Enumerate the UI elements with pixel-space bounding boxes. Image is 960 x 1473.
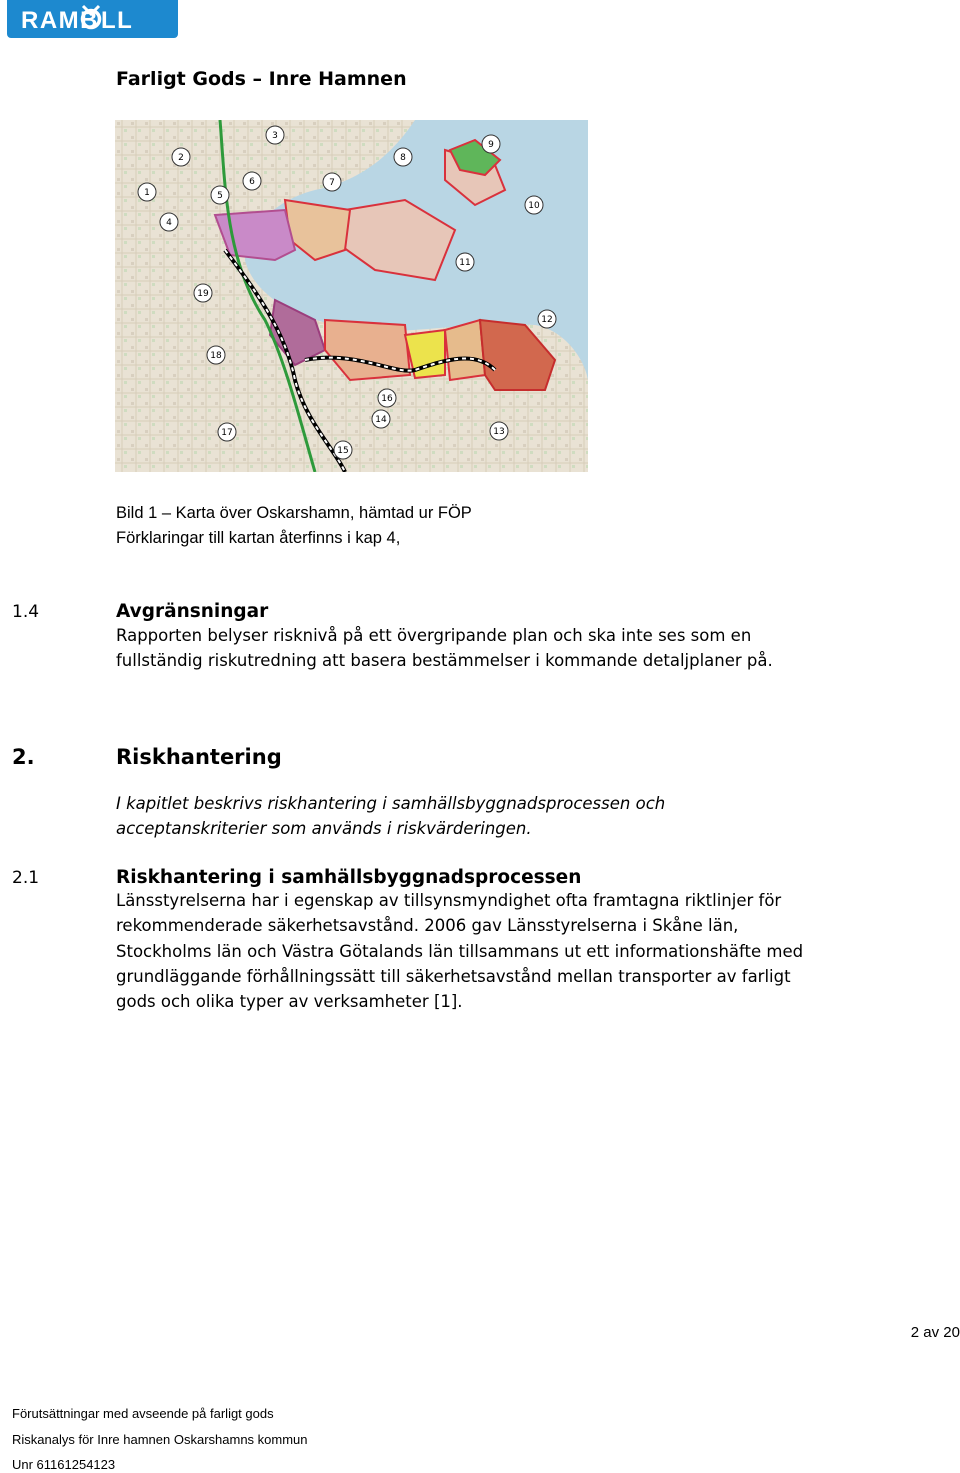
body-line: grundläggande förhållningssätt till säkerhetsavstånd mellan transporter av farligt xyxy=(116,967,791,986)
svg-text:14: 14 xyxy=(375,415,387,425)
map-marker xyxy=(160,213,178,231)
body-line: rekommenderade säkerhetsavstånd. 2006 gav Länsstyrelserna i Skåne län, xyxy=(116,916,739,935)
svg-text:9: 9 xyxy=(488,140,494,150)
svg-text:16: 16 xyxy=(381,394,393,404)
map-marker xyxy=(218,423,236,441)
map-image xyxy=(115,120,588,472)
section-number: 2.1 xyxy=(12,868,40,888)
svg-text:4: 4 xyxy=(166,218,172,228)
svg-text:10: 10 xyxy=(528,201,540,211)
section-heading: Riskhantering i samhällsbyggnadsprocessen xyxy=(116,867,582,888)
svg-text:19: 19 xyxy=(197,289,209,299)
svg-text:17: 17 xyxy=(221,428,233,438)
chapter-number: 2. xyxy=(12,745,35,769)
svg-text:8: 8 xyxy=(400,153,406,163)
body-line: Rapporten belyser risknivå på ett övergripande plan och ska inte ses som en xyxy=(116,626,752,645)
body-line: Länsstyrelserna har i egenskap av tillsynsmyndighet ofta framtagna riktlinjer för xyxy=(116,891,782,910)
map-marker xyxy=(243,172,261,190)
svg-text:2: 2 xyxy=(178,153,184,163)
svg-text:12: 12 xyxy=(541,315,553,325)
chapter-heading: Riskhantering xyxy=(116,745,282,769)
svg-text:3: 3 xyxy=(272,131,278,141)
svg-text:1: 1 xyxy=(144,188,150,198)
svg-text:7: 7 xyxy=(329,178,335,188)
map-marker xyxy=(266,126,284,144)
chapter-intro-line: I kapitlet beskrivs riskhantering i samhällsbyggnadsprocessen och xyxy=(116,794,666,813)
oskarshamn-map xyxy=(115,120,588,472)
map-marker xyxy=(456,253,474,271)
svg-text:13: 13 xyxy=(493,427,505,437)
figure-caption-line-2: Förklaringar till kartan återfinns i kap 4, xyxy=(116,529,401,547)
map-marker xyxy=(138,183,156,201)
svg-text:18: 18 xyxy=(210,351,222,361)
page-number: 2 av 20 xyxy=(910,1324,960,1341)
map-marker xyxy=(334,441,352,459)
svg-text:LL: LL xyxy=(101,7,134,34)
figure-caption-line-1: Bild 1 – Karta över Oskarshamn, hämtad ur FÖP xyxy=(116,504,472,522)
footer-line-2: Riskanalys för Inre hamnen Oskarshamns kommun xyxy=(12,1432,308,1447)
map-marker xyxy=(490,422,508,440)
svg-text:RAMB: RAMB xyxy=(21,7,99,34)
section-heading: Avgränsningar xyxy=(116,601,269,622)
map-marker xyxy=(538,310,556,328)
chapter-intro-line: acceptanskriterier som används i riskvärderingen. xyxy=(116,819,532,838)
svg-text:15: 15 xyxy=(337,446,349,456)
footer-line-1: Förutsättningar med avseende på farligt gods xyxy=(12,1406,274,1421)
map-marker xyxy=(207,346,225,364)
body-line: gods och olika typer av verksamheter [1]. xyxy=(116,992,463,1011)
map-marker xyxy=(378,389,396,407)
map-marker xyxy=(194,284,212,302)
map-marker xyxy=(172,148,190,166)
svg-text:5: 5 xyxy=(217,191,223,201)
body-line: Stockholms län och Västra Götalands län tillsammans ut ett informationshäfte med xyxy=(116,942,804,961)
document-title: Farligt Gods – Inre Hamnen xyxy=(116,68,407,90)
map-marker xyxy=(525,196,543,214)
footer-line-3: Unr 61161254123 xyxy=(12,1457,116,1472)
section-number: 1.4 xyxy=(12,602,40,622)
body-line: fullständig riskutredning att basera bestämmelser i kommande detaljplaner på. xyxy=(116,651,773,670)
svg-text:6: 6 xyxy=(249,177,255,187)
map-marker xyxy=(211,186,229,204)
map-marker xyxy=(323,173,341,191)
ramboll-logo xyxy=(7,0,178,38)
map-marker xyxy=(394,148,412,166)
map-marker xyxy=(482,135,500,153)
svg-text:11: 11 xyxy=(459,258,471,268)
map-marker xyxy=(372,410,390,428)
ramboll-logo-mark xyxy=(7,0,178,38)
